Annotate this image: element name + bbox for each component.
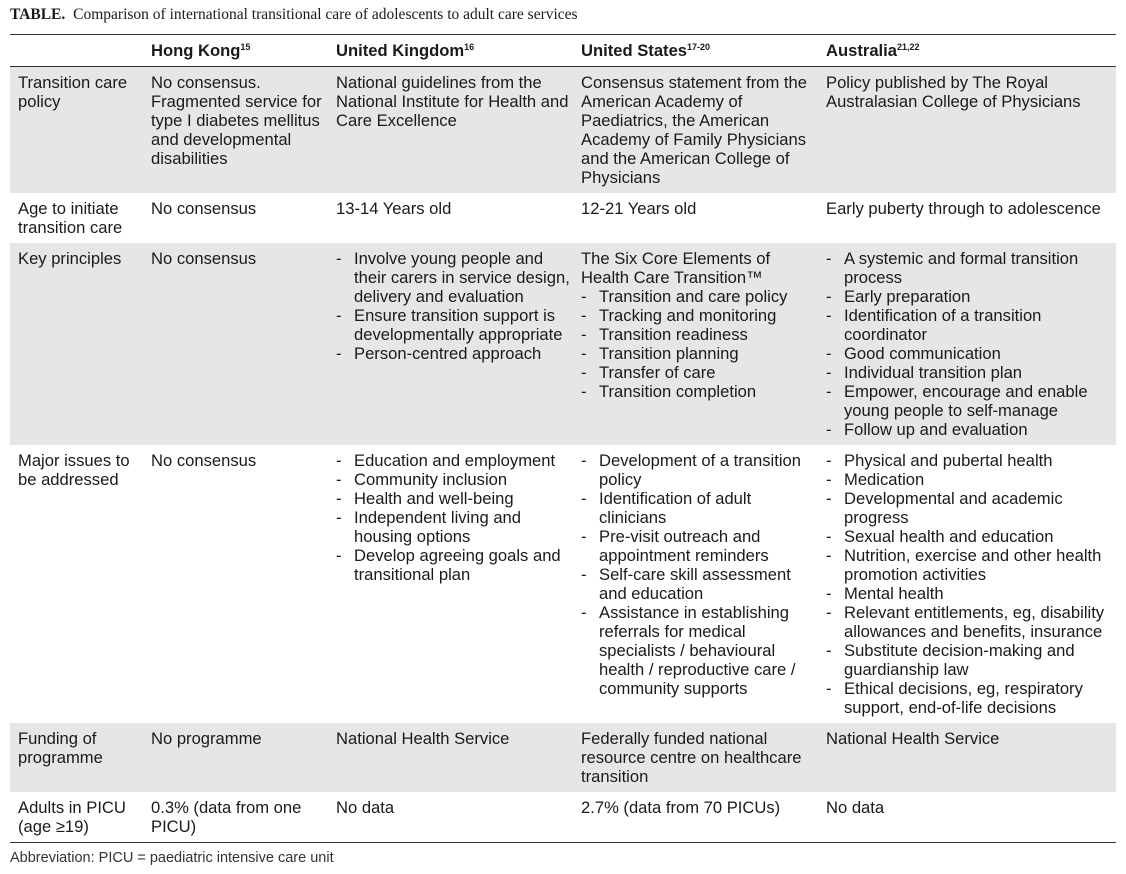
list-item: - Transition and care policy bbox=[581, 287, 818, 306]
cell-text: The Six Core Elements of Health Care Transition™ bbox=[581, 249, 771, 287]
list-item: - Tracking and monitoring bbox=[581, 306, 818, 325]
header-ref-hong-kong: 15 bbox=[240, 42, 251, 52]
row-label: Key principles bbox=[10, 243, 147, 445]
header-ref-united-kingdom: 16 bbox=[464, 42, 475, 52]
header-ref-australia: 21,22 bbox=[897, 42, 920, 52]
list-item: - Involve young people and their carers in service design, delivery and evaluation bbox=[336, 249, 573, 306]
list-item: - Early preparation bbox=[826, 287, 1112, 306]
list-item: - Sexual health and education bbox=[826, 527, 1112, 546]
cell-text: 2.7% (data from 70 PICUs) bbox=[581, 798, 781, 817]
row-label: Adults in PICU (age ≥19) bbox=[10, 792, 147, 843]
row-label: Age to initiate transition care bbox=[18, 199, 123, 237]
table-row bbox=[10, 193, 1116, 243]
header-cell-united-kingdom: United Kingdom$^{16}$ bbox=[332, 35, 577, 67]
cell-text: National Health Service bbox=[336, 729, 510, 748]
cell-us bbox=[577, 67, 822, 194]
table-row bbox=[10, 67, 1116, 194]
list-item: - Mental health bbox=[826, 584, 1112, 603]
cell-text: 12-21 Years old bbox=[581, 199, 697, 218]
cell-text: Early puberty through to adolescence bbox=[826, 199, 1101, 218]
cell-list bbox=[581, 287, 818, 401]
list-item: - Nutrition, exercise and other health promotion activities bbox=[826, 546, 1112, 584]
list-item: - Transfer of care bbox=[581, 363, 818, 382]
list-item: - Community inclusion bbox=[336, 470, 573, 489]
header-cell-united-states: United States$^{17-20}$ bbox=[577, 35, 822, 67]
cell-us bbox=[577, 445, 822, 723]
cell-uk bbox=[332, 792, 577, 843]
cell-text: Policy published by The Royal Australasian College of Physicians bbox=[826, 73, 1081, 111]
list-item: - A systemic and formal transition process bbox=[826, 249, 1112, 287]
table-row bbox=[10, 445, 1116, 723]
row-label: Major issues to be addressed bbox=[18, 451, 130, 489]
comparison-table bbox=[10, 34, 1116, 843]
cell-au bbox=[822, 445, 1116, 723]
cell-text: No programme bbox=[151, 729, 262, 748]
list-item: - Transition readiness bbox=[581, 325, 818, 344]
list-item: - Medication bbox=[826, 470, 1112, 489]
list-item: - Identification of adult clinicians bbox=[581, 489, 818, 527]
cell-uk bbox=[332, 67, 577, 194]
list-item: - Develop agreeing goals and transitional plan bbox=[336, 546, 573, 584]
list-item: - Empower, encourage and enable young people to self-manage bbox=[826, 382, 1112, 420]
cell-text: 13-14 Years old bbox=[336, 199, 452, 218]
cell-text: Federally funded national resource centre on healthcare transition bbox=[581, 729, 802, 786]
cell-us bbox=[577, 723, 822, 792]
cell-au bbox=[822, 723, 1116, 792]
cell-au bbox=[822, 792, 1116, 843]
list-item: - Substitute decision-making and guardianship law bbox=[826, 641, 1112, 679]
table-row bbox=[10, 243, 1116, 445]
cell-hk bbox=[147, 193, 332, 243]
table-caption-label: TABLE. bbox=[10, 6, 66, 23]
list-item: - Good communication bbox=[826, 344, 1112, 363]
cell-uk bbox=[332, 723, 577, 792]
cell-hk bbox=[147, 723, 332, 792]
list-item: - Individual transition plan bbox=[826, 363, 1112, 382]
cell-text: 0.3% (data from one PICU) bbox=[151, 798, 302, 836]
header-cell-hong-kong: Hong Kong$^{15}$ bbox=[147, 35, 332, 67]
row-label: Transition care policy bbox=[10, 67, 147, 194]
cell-us bbox=[577, 243, 822, 445]
cell-text: No consensus. Fragmented service for type I diabetes mellitus and developmental disabilities bbox=[151, 73, 322, 168]
list-item: - Identification of a transition coordinator bbox=[826, 306, 1112, 344]
list-item: - Health and well-being bbox=[336, 489, 573, 508]
cell-list bbox=[826, 451, 1112, 717]
header-cell-empty bbox=[10, 35, 147, 67]
cell-au bbox=[822, 243, 1116, 445]
list-item: - Person-centred approach bbox=[336, 344, 573, 363]
cell-text: No data bbox=[826, 798, 885, 817]
header-cell-australia: Australia$^{21,22}$ bbox=[822, 35, 1116, 67]
cell-text: No consensus bbox=[151, 451, 257, 470]
list-item: - Physical and pubertal health bbox=[826, 451, 1112, 470]
table-caption-text: Comparison of international transitional care of adolescents to adult care services bbox=[73, 6, 578, 23]
cell-uk bbox=[332, 243, 577, 445]
table-row bbox=[10, 723, 1116, 792]
cell-hk bbox=[147, 792, 332, 843]
list-item: - Ensure transition support is developmentally appropriate bbox=[336, 306, 573, 344]
cell-au bbox=[822, 67, 1116, 194]
list-item: - Education and employment bbox=[336, 451, 573, 470]
cell-list bbox=[581, 451, 818, 698]
header-ref-united-states: 17-20 bbox=[687, 42, 711, 52]
cell-list bbox=[826, 249, 1112, 439]
cell-text: No data bbox=[336, 798, 395, 817]
cell-text: No consensus bbox=[151, 249, 257, 268]
cell-uk bbox=[332, 445, 577, 723]
cell-list bbox=[336, 451, 573, 584]
cell-hk bbox=[147, 243, 332, 445]
table-body bbox=[10, 67, 1116, 843]
cell-text: Consensus statement from the American Academy of Paediatrics, the American Academy of Family Physicians and the American College of Physicians bbox=[581, 73, 807, 187]
list-item: - Pre-visit outreach and appointment reminders bbox=[581, 527, 818, 565]
cell-text: National Health Service bbox=[826, 729, 1000, 748]
row-label: Funding of programme bbox=[10, 723, 147, 792]
cell-us bbox=[577, 792, 822, 843]
list-item: - Development of a transition policy bbox=[581, 451, 818, 489]
list-item: - Transition planning bbox=[581, 344, 818, 363]
list-item: - Transition completion bbox=[581, 382, 818, 401]
list-item: - Developmental and academic progress bbox=[826, 489, 1112, 527]
list-item: - Follow up and evaluation bbox=[826, 420, 1112, 439]
table-row bbox=[10, 792, 1116, 843]
list-item: - Ethical decisions, eg, respiratory support, end-of-life decisions bbox=[826, 679, 1112, 717]
list-item: - Self-care skill assessment and education bbox=[581, 565, 818, 603]
cell-us bbox=[577, 193, 822, 243]
list-item: - Independent living and housing options bbox=[336, 508, 573, 546]
cell-text: National guidelines from the National Institute for Health and Care Excellence bbox=[336, 73, 569, 130]
table-caption bbox=[10, 6, 578, 24]
cell-list bbox=[336, 249, 573, 363]
cell-au bbox=[822, 193, 1116, 243]
cell-hk bbox=[147, 67, 332, 194]
table-footnote: Abbreviation: PICU = paediatric intensive care unit bbox=[10, 850, 334, 866]
cell-uk bbox=[332, 193, 577, 243]
header-row bbox=[10, 35, 1116, 67]
list-item: - Relevant entitlements, eg, disability allowances and benefits, insurance bbox=[826, 603, 1112, 641]
cell-hk bbox=[147, 445, 332, 723]
list-item: - Assistance in establishing referrals for medical specialists / behavioural health / reproductive care / community supports bbox=[581, 603, 818, 698]
cell-text: No consensus bbox=[151, 199, 257, 218]
